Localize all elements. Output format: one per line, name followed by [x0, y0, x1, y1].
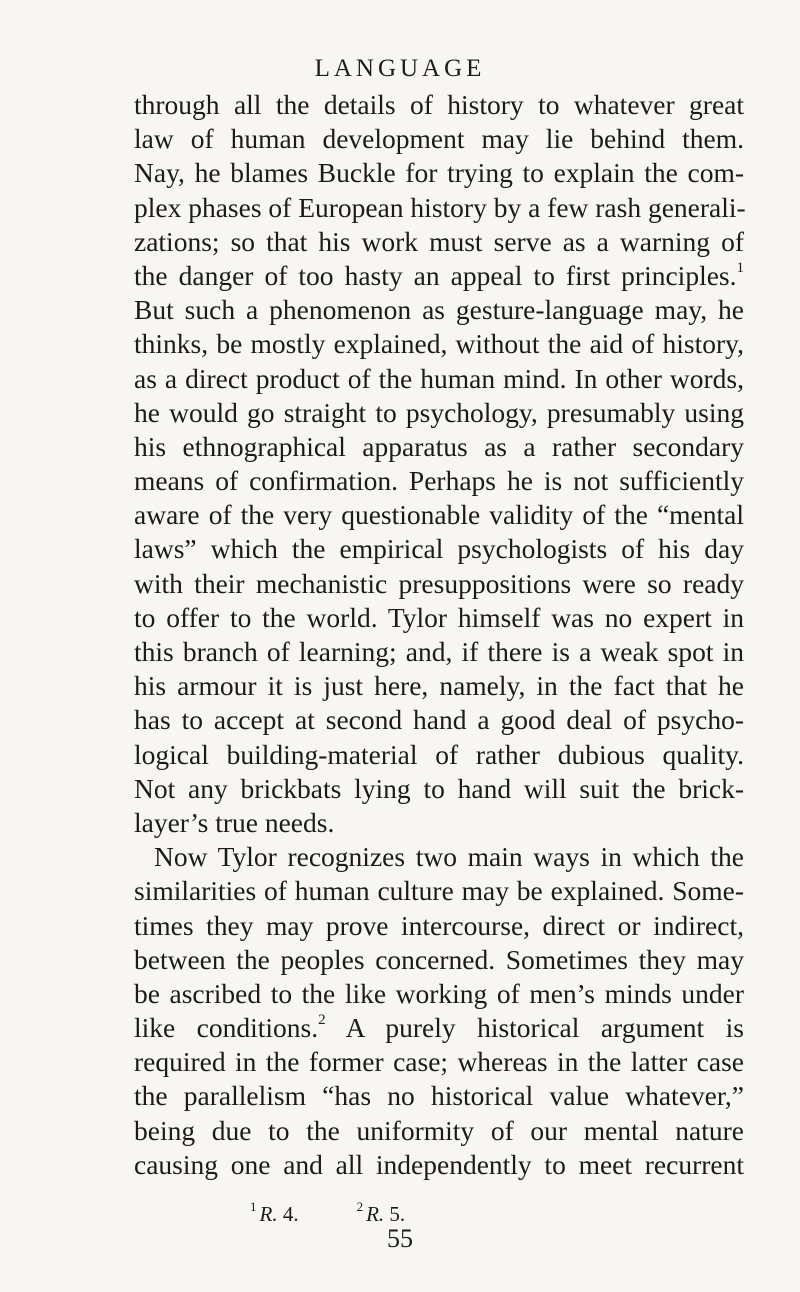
- text-line: [134, 840, 744, 874]
- text-line: [134, 635, 744, 669]
- footnote-page: 4.: [277, 1202, 299, 1226]
- text-line: [134, 191, 744, 225]
- body-text: [134, 88, 744, 1182]
- footnotes: [250, 1196, 550, 1227]
- text-line: [134, 396, 744, 430]
- text-line-content: between the peoples concerned. Sometimes they may: [134, 943, 744, 975]
- text-line: [134, 943, 744, 977]
- text-line: [134, 772, 744, 806]
- text-line-content: he would go straight to psychology, presumably using: [134, 396, 744, 428]
- text-line-content: A purely historical argument is: [325, 1012, 744, 1044]
- text-line: [134, 874, 744, 908]
- footnote-1: [250, 1196, 299, 1227]
- text-line-content: law of human development may lie behind them.: [134, 123, 744, 155]
- text-line-content: with their mechanistic presuppositions were so ready: [134, 567, 744, 599]
- text-line: [134, 464, 744, 498]
- text-line-content: means of confirmation. Perhaps he is not sufficiently: [134, 465, 744, 497]
- text-line-content: like conditions.: [134, 1012, 319, 1044]
- text-line-content: the parallelism “has no historical value whatever,”: [134, 1080, 744, 1112]
- text-line: [134, 1114, 744, 1148]
- footnote-reference: 2: [318, 1011, 326, 1028]
- text-line: [134, 669, 744, 703]
- footnote-ref: R.: [366, 1202, 385, 1226]
- text-line-content: logical building-material of rather dubious quality.: [134, 738, 744, 770]
- footnote-2: [357, 1196, 406, 1227]
- text-line-content: But such a phenomenon as gesture-language may, he: [134, 294, 744, 326]
- text-line: [134, 1045, 744, 1079]
- text-line: [134, 738, 744, 772]
- text-line: [134, 362, 744, 396]
- text-line-content: zations; so that his work must serve as a warning of: [134, 225, 744, 257]
- text-line: [134, 430, 744, 464]
- running-head: LANGUAGE: [314, 55, 486, 82]
- text-line: [134, 156, 744, 190]
- text-line: [134, 122, 744, 156]
- text-line-content: plex phases of European history by a few rash generali-: [134, 191, 746, 223]
- text-line-content: Nay, he blames Buckle for trying to explain the com-: [134, 157, 744, 189]
- text-line: [134, 567, 744, 601]
- text-line-content: Now Tylor recognizes two main ways in which the: [154, 841, 744, 873]
- text-line: [134, 1079, 744, 1113]
- text-line: [134, 225, 744, 259]
- text-line-content: this branch of learning; and, if there is a weak spot in: [134, 636, 744, 667]
- text-line: [134, 498, 744, 532]
- text-line: [134, 532, 744, 566]
- text-line-content: through all the details of history to whatever great: [134, 89, 744, 120]
- text-line: [134, 703, 744, 737]
- text-line: [134, 806, 744, 840]
- text-line-content: being due to the uniformity of our mental nature: [134, 1114, 744, 1146]
- text-line-content: to offer to the world. Tylor himself was no expert in: [134, 601, 744, 633]
- text-line-content: causing one and all independently to meet recurrent: [134, 1148, 744, 1180]
- text-line-content: as a direct product of the human mind. In other words,: [134, 362, 744, 394]
- text-line: [134, 1148, 744, 1182]
- text-line-content: thinks, be mostly explained, without the aid of history,: [134, 328, 744, 360]
- text-line: [134, 327, 744, 361]
- text-line: [134, 1011, 744, 1045]
- text-line-content: aware of the very questionable validity of the “mental: [134, 499, 744, 531]
- text-line: [134, 293, 744, 327]
- footnote-mark: 2: [356, 1199, 364, 1214]
- page-number: 55: [387, 1224, 413, 1253]
- footnote-ref: R.: [259, 1202, 278, 1226]
- text-line-content: be ascribed to the like working of men’s minds under: [134, 977, 744, 1009]
- text-line: [134, 977, 744, 1011]
- text-line-content: his armour it is just here, namely, in the fact that he: [134, 670, 744, 702]
- footnote-reference: 1: [736, 259, 744, 276]
- text-line: [134, 88, 744, 122]
- text-line-content: times they may prove intercourse, direct or indirect,: [134, 909, 744, 941]
- text-line-content: the danger of too hasty an appeal to first principles.: [134, 259, 737, 291]
- text-line-content: Not any brickbats lying to hand will suit the brick-: [134, 772, 744, 804]
- text-line-content: similarities of human culture may be explained. Some-: [134, 875, 744, 907]
- text-line-content: layer’s true needs.: [134, 806, 335, 838]
- footnote-page: 5.: [384, 1202, 406, 1226]
- text-line: [134, 259, 744, 293]
- text-line-content: required in the former case; whereas in the latter case: [134, 1046, 744, 1078]
- text-line-content: laws” which the empirical psychologists of his day: [134, 533, 744, 565]
- footnote-mark: 1: [250, 1199, 257, 1214]
- text-line: [134, 909, 744, 943]
- text-line: [134, 601, 744, 635]
- text-line-content: his ethnographical apparatus as a rather secondary: [134, 430, 744, 462]
- text-line-content: has to accept at second hand a good deal of psycho-: [134, 704, 744, 736]
